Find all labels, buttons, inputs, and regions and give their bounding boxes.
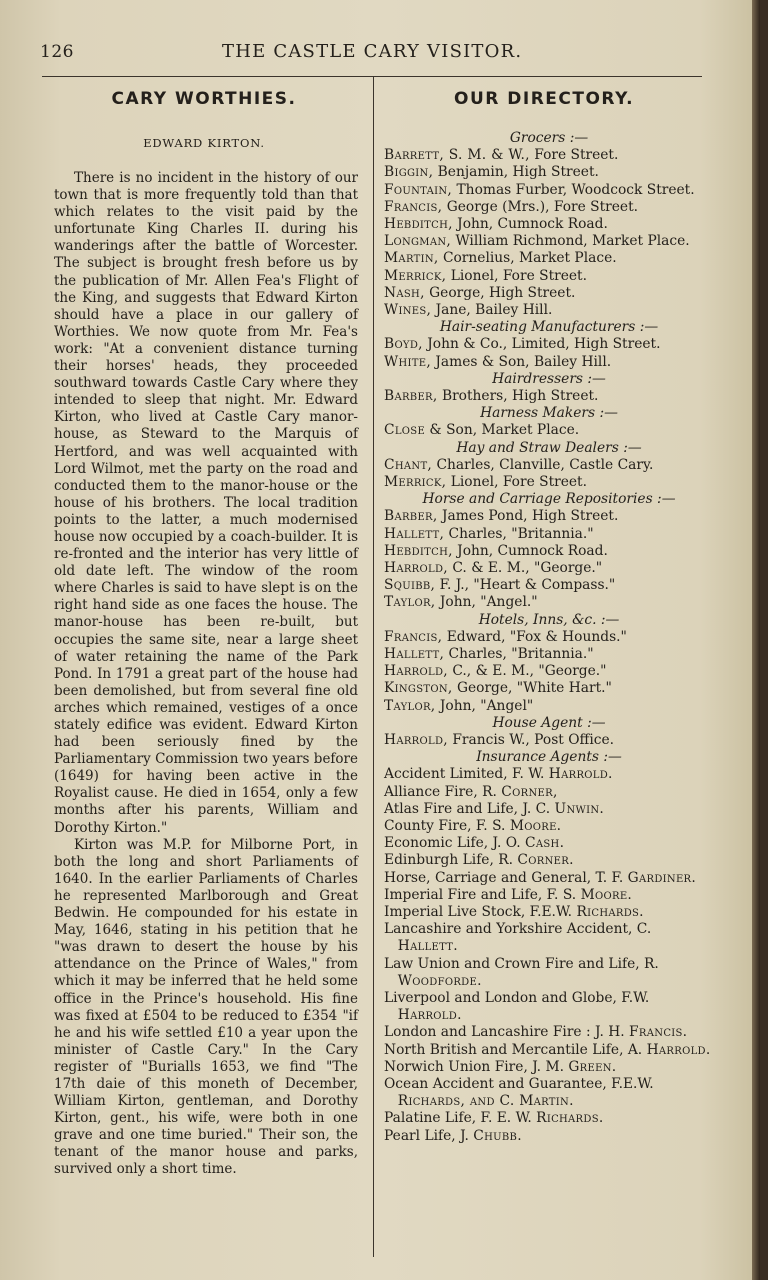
directory-list <box>384 130 714 1145</box>
page-header <box>0 38 760 68</box>
entry-name: Kingston, <box>384 680 453 697</box>
entry-text: John, "Angel" <box>435 697 534 714</box>
directory-category: Hairdressers :— <box>492 370 606 387</box>
page-number: 126 <box>40 42 74 62</box>
entry-text: George, High Street. <box>424 284 576 301</box>
directory-entry <box>384 164 714 181</box>
directory-category: Hair-seating Manufacturers :— <box>439 319 659 336</box>
entry-name: Richards. <box>536 1110 604 1127</box>
directory-entry <box>384 388 714 405</box>
entry-text: Pearl Life, J. <box>384 1127 474 1144</box>
directory-entry <box>384 594 714 611</box>
entry-name: Richards, and C. Martin. <box>397 1093 574 1110</box>
entry-text: Lionel, Fore Street. <box>446 473 587 490</box>
entry-text: Cornelius, Market Place. <box>438 250 617 267</box>
entry-text: Alliance Fire, R. <box>384 783 502 800</box>
entry-text: William Richmond, Market Place. <box>451 233 690 250</box>
entry-name: Harrold, <box>384 731 448 748</box>
entry-text: Charles, "Britannia." <box>444 645 594 662</box>
entry-text: Imperial Fire and Life, F. S. <box>384 886 581 903</box>
entry-text: Charles, "Britannia." <box>444 525 594 542</box>
entry-name: Gardiner. <box>627 869 697 886</box>
directory-entry <box>384 990 714 1024</box>
directory-entry <box>384 646 714 663</box>
entry-name: Corner, <box>501 783 558 800</box>
directory-entry <box>384 801 714 818</box>
book-edge <box>752 0 760 1280</box>
entry-name: Woodforde. <box>397 972 482 989</box>
entry-name: Cash. <box>525 835 565 852</box>
directory-category: House Agent :— <box>492 714 606 731</box>
cary-worthies-column <box>28 88 358 1179</box>
entry-name: Taylor, <box>384 594 436 611</box>
directory-entry <box>384 698 714 715</box>
entry-text: Norwich Union Fire, J. M. <box>384 1058 569 1075</box>
directory-entry <box>384 147 714 164</box>
entry-text: Ocean Accident and Guarantee, F.E.W. <box>384 1076 654 1093</box>
entry-name: Taylor, <box>384 697 436 714</box>
entry-name: Richards. <box>576 904 644 920</box>
directory-entry <box>384 233 714 250</box>
entry-text: James Pond, High Street. <box>437 508 619 525</box>
entry-name: Nash, <box>384 284 425 301</box>
entry-name: Martin, <box>384 250 439 267</box>
entry-name: White, <box>384 353 432 370</box>
article-body <box>28 170 358 1179</box>
directory-entry <box>384 732 714 749</box>
directory-category: Insurance Agents :— <box>476 749 622 766</box>
entry-name: Barrett, S. M. & W., <box>384 147 530 164</box>
entry-text: & Son, Market Place. <box>425 422 580 439</box>
entry-name: Harrold. <box>646 1041 711 1058</box>
entry-text: Law Union and Crown Fire and Life, R. <box>384 955 659 972</box>
entry-text: Liverpool and London and Globe, F.W. <box>384 990 650 1007</box>
directory-entry <box>384 302 714 319</box>
entry-name: Corner. <box>517 852 574 869</box>
entry-name: Chubb. <box>473 1127 522 1144</box>
directory-entry <box>384 818 714 835</box>
entry-text: Francis W., Post Office. <box>447 731 615 748</box>
article-subheading: EDWARD KIRTON. <box>143 136 265 150</box>
directory-entry <box>384 1024 714 1041</box>
directory-entry <box>384 577 714 594</box>
directory-entry <box>384 870 714 887</box>
entry-name: Wines, <box>384 302 432 319</box>
entry-text: Economic Life, J. O. <box>384 835 526 852</box>
directory-entry <box>384 508 714 525</box>
entry-name: Harrold, <box>384 663 448 680</box>
article-paragraph: There is no incident in the history of our town that is more frequently told than that which relates to the visit paid by the unfortunate King Charles II. during his wanderings after the battle of Worcester. The subject is brought fresh before us by the publication of Mr. Allen Fea's Flight of the King, and suggests that Edward Kirton should have a place in our gallery of Worthies. We now quote from Mr. Fea's work: "At a convenient distance turning their horses' heads, they proceeded southward towards Castle Cary where they intended to sleep that night. Mr. Edward Kirton, who lived at Castle Cary manor-house, as Steward to the Marquis of Hertford, and was well acquainted with Lord Wilmot, met the party on the road and conducted them to the manor-house or the house of his brothers. The local tradition points to the latter, a much modernised house now occupied by a coach-builder. It is re-fronted and the interior has very little of old date left. The window of the room where Charles is said to have slept is on the right hand side as one faces the house. The manor-house has been re-built, but occupies the same site, near a large sheet of water retaining the name of the Park Pond. In 1791 a great part of the house had been demolished, but from several fine old arches which remained, vestiges of a once stately edifice was evident. Edward Kirton had been seriously fined by the Parliamentary Commission two years before (1649) for having been active in the Royalist cause. He died in 1654, only a few months after his parents, William and Dorothy Kirton." <box>54 170 358 836</box>
directory-entry <box>384 268 714 285</box>
directory-entry <box>384 216 714 233</box>
directory-entry <box>384 336 714 353</box>
entry-name: Hallett. <box>397 938 458 955</box>
entry-text: Imperial Live Stock, F.E.W. <box>384 904 577 920</box>
directory-entry <box>384 1042 714 1059</box>
directory-entry <box>384 1059 714 1076</box>
entry-name: Barber, <box>384 508 438 525</box>
directory-entry <box>384 543 714 560</box>
directory-entry <box>384 956 714 990</box>
directory-category: Hay and Straw Dealers :— <box>456 439 642 456</box>
column-heading-worthies: CARY WORTHIES. <box>111 89 297 109</box>
directory-entry <box>384 663 714 680</box>
directory-entry <box>384 921 714 955</box>
directory-entry <box>384 784 714 801</box>
entry-text: London and Lancashire Fire : J. H. <box>384 1024 630 1041</box>
entry-name: Francis, <box>384 628 443 645</box>
entry-text: North British and Mercantile Life, A. <box>384 1041 647 1058</box>
entry-name: Merrick, <box>384 473 447 490</box>
entry-text: Atlas Fire and Life, J. C. <box>384 800 555 817</box>
entry-name: Moore. <box>580 886 633 903</box>
directory-category: Grocers :— <box>509 130 589 146</box>
entry-name: Boyd, <box>384 336 423 353</box>
entry-text: Edinburgh Life, R. <box>384 852 518 869</box>
entry-text: Lancashire and Yorkshire Accident, C. <box>384 921 652 938</box>
directory-entry <box>384 1076 714 1110</box>
directory-entry <box>384 354 714 371</box>
entry-name: Close <box>384 422 426 439</box>
entry-text: County Fire, F. S. <box>384 817 510 834</box>
directory-entry <box>384 182 714 199</box>
directory-entry <box>384 526 714 543</box>
header-rule <box>42 76 702 77</box>
entry-text: John, "Angel." <box>435 594 538 611</box>
entry-text: Edward, "Fox & Hounds." <box>442 628 627 645</box>
entry-text: Brothers, High Street. <box>437 388 599 404</box>
entry-text: C. & E. M., "George." <box>447 559 603 576</box>
directory-category: Harness Makers :— <box>480 405 618 422</box>
directory-entry <box>384 422 714 439</box>
entry-name: Longman, <box>384 233 452 250</box>
directory-column <box>384 88 714 1145</box>
entry-name: Merrick, <box>384 267 447 284</box>
entry-name: Francis, <box>384 198 443 215</box>
entry-text: Fore Street. <box>529 147 619 164</box>
entry-text: C., & E. M., "George." <box>447 663 607 680</box>
directory-entry <box>384 285 714 302</box>
entry-text: Accident Limited, F. W. <box>384 766 549 783</box>
entry-text: John, Cumnock Road. <box>452 542 608 559</box>
directory-entry <box>384 1110 714 1127</box>
entry-name: Chant, <box>384 456 433 473</box>
directory-entry <box>384 680 714 697</box>
entry-name: Harrold, <box>384 559 448 576</box>
entry-name: Biggin, <box>384 164 434 181</box>
directory-entry <box>384 250 714 267</box>
directory-entry <box>384 474 714 491</box>
entry-text: Horse, Carriage and General, T. F. <box>384 869 628 886</box>
entry-name: Hebditch, <box>384 216 453 232</box>
column-divider <box>373 77 374 1257</box>
entry-name: Fountain, <box>384 181 453 198</box>
directory-entry <box>384 560 714 577</box>
entry-name: Squibb, <box>384 577 436 594</box>
entry-text: F. J., "Heart & Compass." <box>435 577 616 594</box>
entry-text: George, "White Hart." <box>452 680 612 697</box>
entry-name: Moore. <box>509 817 562 834</box>
directory-entry <box>384 766 714 783</box>
entry-name: Harrold. <box>548 766 613 783</box>
directory-entry <box>384 199 714 216</box>
entry-text: Lionel, Fore Street. <box>446 267 587 284</box>
entry-name: Barber, <box>384 388 438 404</box>
directory-entry <box>384 887 714 904</box>
entry-text: James & Son, Bailey Hill. <box>431 353 612 370</box>
directory-entry <box>384 904 714 921</box>
entry-name: Unwin. <box>554 800 605 817</box>
entry-name: Francis. <box>629 1024 688 1041</box>
column-heading-directory: OUR DIRECTORY. <box>454 89 635 109</box>
directory-entry <box>384 457 714 474</box>
directory-entry <box>384 629 714 646</box>
directory-entry <box>384 852 714 869</box>
entry-name: Harrold. <box>397 1007 462 1024</box>
entry-text: Charles, Clanville, Castle Cary. <box>432 456 654 473</box>
entry-text: Benjamin, High Street. <box>433 164 599 181</box>
entry-name: Hallett, <box>384 525 445 542</box>
directory-category: Hotels, Inns, &c. :— <box>478 611 620 628</box>
entry-text: George (Mrs.), Fore Street. <box>442 198 639 215</box>
directory-entry <box>384 1128 714 1145</box>
entry-text: John, Cumnock Road. <box>452 216 608 232</box>
directory-entry <box>384 835 714 852</box>
entry-text: Palatine Life, F. E. W. <box>384 1110 537 1127</box>
directory-category: Horse and Carriage Repositories :— <box>422 491 676 508</box>
entry-text: Jane, Bailey Hill. <box>431 302 553 319</box>
entry-name: Hebditch, <box>384 542 453 559</box>
entry-name: Hallett, <box>384 645 445 662</box>
running-title: THE CASTLE CARY VISITOR. <box>222 41 523 62</box>
entry-text: Thomas Furber, Woodcock Street. <box>452 181 695 198</box>
entry-text: John & Co., Limited, High Street. <box>422 336 661 353</box>
article-paragraph: Kirton was M.P. for Milborne Port, in both the long and short Parliaments of 1640. In the earlier Parliaments of Charles he represented Marlborough and Great Bedwin. He compounded for his estate in May, 1646, stating in his petition that he "was drawn to desert the house by his attendance on the Prince of Wales," from which it may be inferred that he held some office in the Prince's household. His fine was fixed at £504 to be reduced to £354 "if he and his wife settled £10 a year upon the minister of Castle Cary." In the Cary register of "Burialls 1653, we find "The 17th daie of this moneth of December, William Kirton, gentleman, and Dorothy Kirton, gent., his wife, were both in one grave and one time buried." Their son, the tenant of the manor house and parks, survived only a short time. <box>54 836 358 1178</box>
entry-name: Green. <box>568 1058 617 1075</box>
